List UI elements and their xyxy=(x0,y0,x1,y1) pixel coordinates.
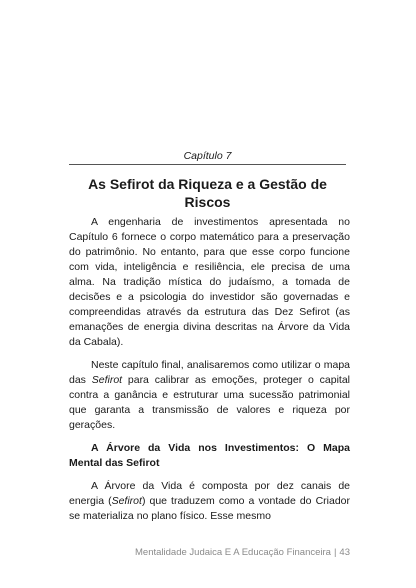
paragraph-chapter-overview xyxy=(69,358,350,433)
italic-term: Sefirot xyxy=(111,495,142,507)
footer-book-title: Mentalidade Judaica E A Educação Financeira xyxy=(135,547,331,558)
body-text xyxy=(69,215,350,532)
italic-term: Sefirot xyxy=(91,374,123,386)
chapter-label: Capítulo 7 xyxy=(183,150,232,162)
paragraph-tree-of-life xyxy=(69,479,350,524)
page-footer xyxy=(135,547,350,559)
paragraph-intro: A engenharia de investimentos apresentada no Capítulo 6 fornece o corpo matemático para a preservação do patrimônio. No entanto, para que esse corpo funcione com vida, inteligência e resiliência, ele precisa de uma alma. Na tradição mística do judaísmo, a tomada de decisões e a psicologia do investidor são governadas e compreendidas através da estrutura das Dez Sefirot (as emanações de energia divina descritas na Árvore da Vida da Cabala). xyxy=(69,216,350,348)
chapter-title: As Sefirot da Riqueza e a Gestão de Riscos xyxy=(88,176,327,210)
paragraph-text: Neste capítulo final, analisaremos como utilizar o mapa das xyxy=(69,359,350,386)
section-heading: A Árvore da Vida nos Investimentos: O Mapa Mental das Sefirot xyxy=(69,442,350,469)
chapter-divider xyxy=(69,164,346,165)
paragraph-text: A Árvore da Vida é composta por dez canais de energia ( xyxy=(69,480,350,507)
page-number: 43 xyxy=(339,547,350,558)
paragraph-text: ) que traduzem como a vontade do Criador se materializa no plano físico. Esse mesmo xyxy=(69,495,350,522)
paragraph-text: para calibrar as emoções, proteger o capital contra a ganância e estruturar uma sucessão patrimonial que garanta a transmissão de valores e riqueza por gerações. xyxy=(69,374,350,431)
footer-separator: | xyxy=(333,547,337,558)
